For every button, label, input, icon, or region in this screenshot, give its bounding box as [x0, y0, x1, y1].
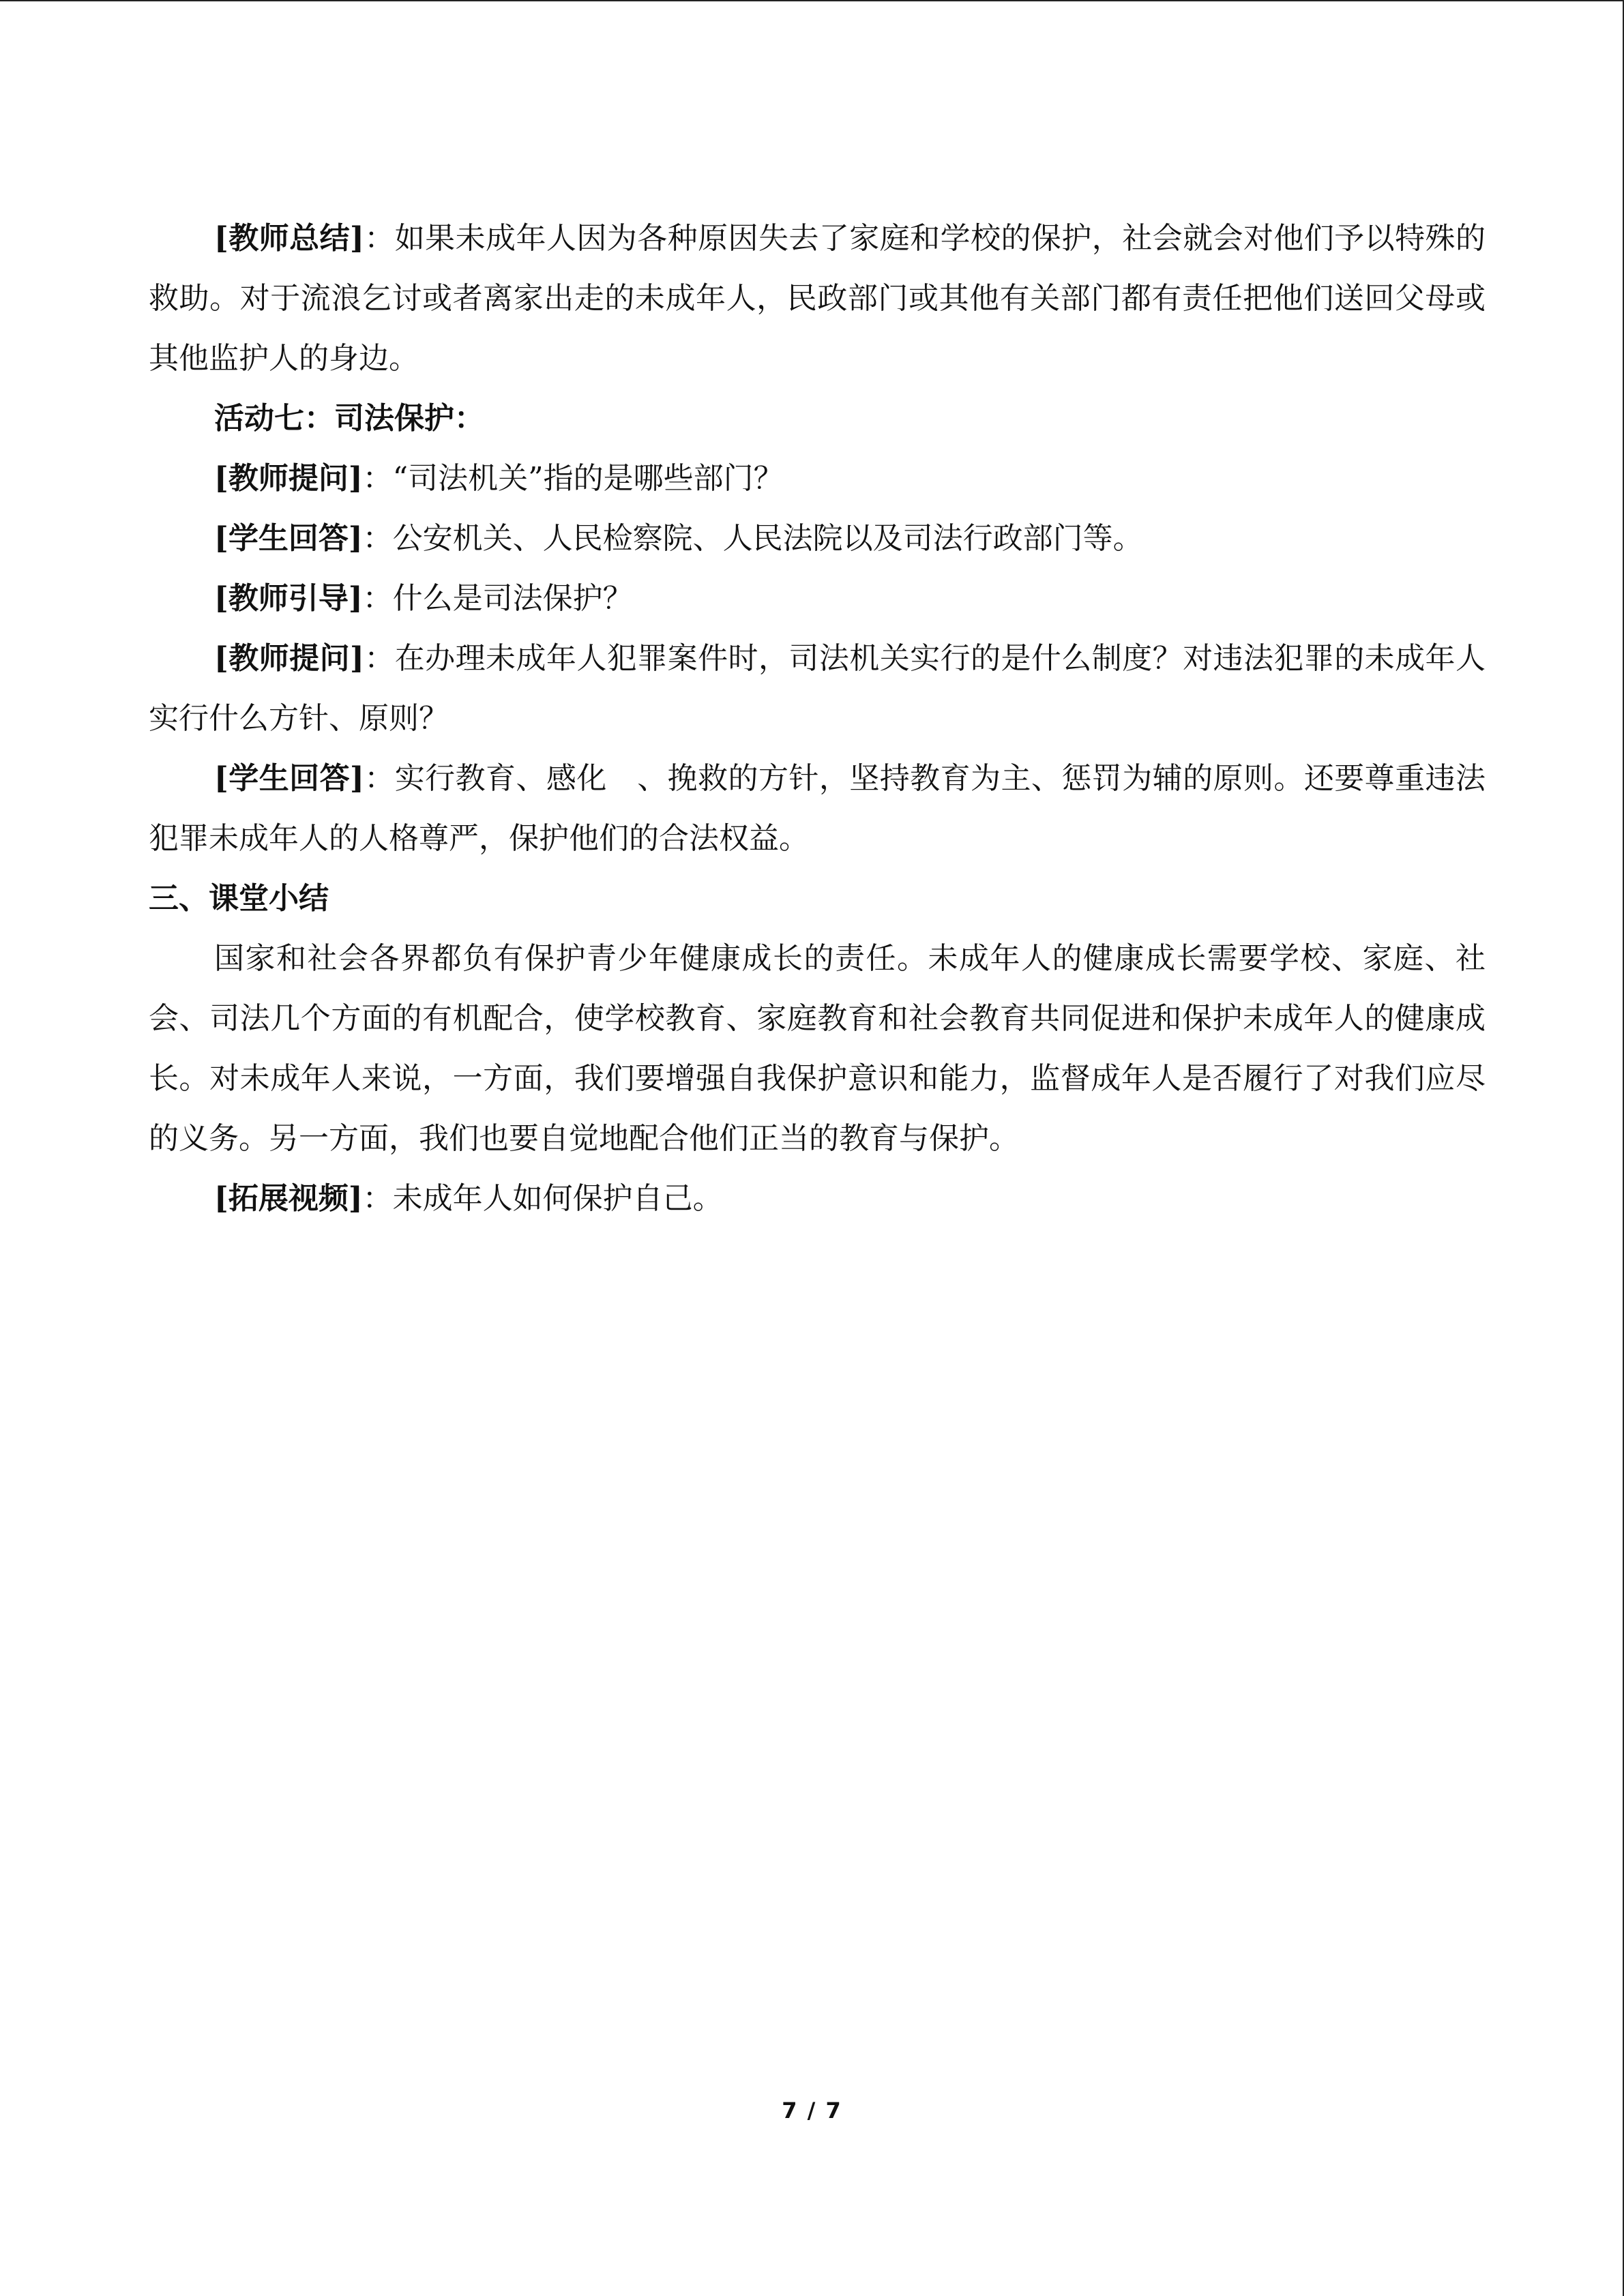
paragraph-label: [教师引导] [214, 581, 363, 616]
paragraph-text: ：“司法机关”指的是哪些部门？ [362, 461, 784, 496]
paragraph-text: ：在办理未成年人犯罪案件时，司法机关实行的是什么制度？对违法犯罪的未成年人实行什么方针、原则？ [149, 641, 1486, 736]
student-answer-paragraph [149, 749, 1486, 869]
paragraph-label: [教师提问] [214, 461, 363, 496]
paragraph-label: [教师总结] [214, 221, 364, 256]
paragraph-text: ：如果未成年人因为各种原因失去了家庭和学校的保护，社会就会对他们予以特殊的救助。对于流浪乞讨或者离家出走的未成年人，民政部门或其他有关部门都有责任把他们送回父母或其他监护人的身边。 [149, 221, 1486, 376]
paragraph-text: ：什么是司法保护？ [362, 581, 633, 616]
paragraph-text: ：未成年人如何保护自己。 [362, 1181, 723, 1216]
page-top-border [0, 0, 1624, 1]
page-number: 7 / 7 [782, 2098, 842, 2123]
paragraph-text: ：公安机关、人民检察院、人民法院以及司法行政部门等。 [362, 521, 1143, 556]
paragraph-label: [拓展视频] [214, 1181, 363, 1216]
document-body [149, 209, 1486, 1229]
paragraph-label: 活动七：司法保护： [214, 401, 484, 436]
extension-video-paragraph [149, 1169, 1486, 1229]
section-heading: 三、课堂小结 [149, 881, 329, 916]
paragraph-text: ：实行教育、感化 、挽救的方针，坚持教育为主、惩罚为辅的原则。还要尊重违法犯罪未成年人的人格尊严，保护他们的合法权益。 [149, 761, 1486, 856]
teacher-summary-paragraph [149, 209, 1486, 389]
student-answer-paragraph [149, 509, 1486, 569]
activity-seven-heading [149, 389, 1486, 449]
summary-paragraph: 国家和社会各界都负有保护青少年健康成长的责任。未成年人的健康成长需要学校、家庭、社会、司法几个方面的有机配合，使学校教育、家庭教育和社会教育共同促进和保护未成年人的健康成长。对未成年人来说，一方面，我们要增强自我保护意识和能力，监督成年人是否履行了对我们应尽的义务。另一方面，我们也要自觉地配合他们正当的教育与保护。 [149, 941, 1486, 1156]
teacher-question-paragraph [149, 629, 1486, 749]
paragraph-label: [学生回答] [214, 521, 363, 556]
paragraph-label: [教师提问] [214, 641, 364, 676]
paragraph-label: [学生回答] [214, 761, 364, 796]
teacher-guidance-paragraph [149, 569, 1486, 629]
teacher-question-paragraph [149, 449, 1486, 509]
